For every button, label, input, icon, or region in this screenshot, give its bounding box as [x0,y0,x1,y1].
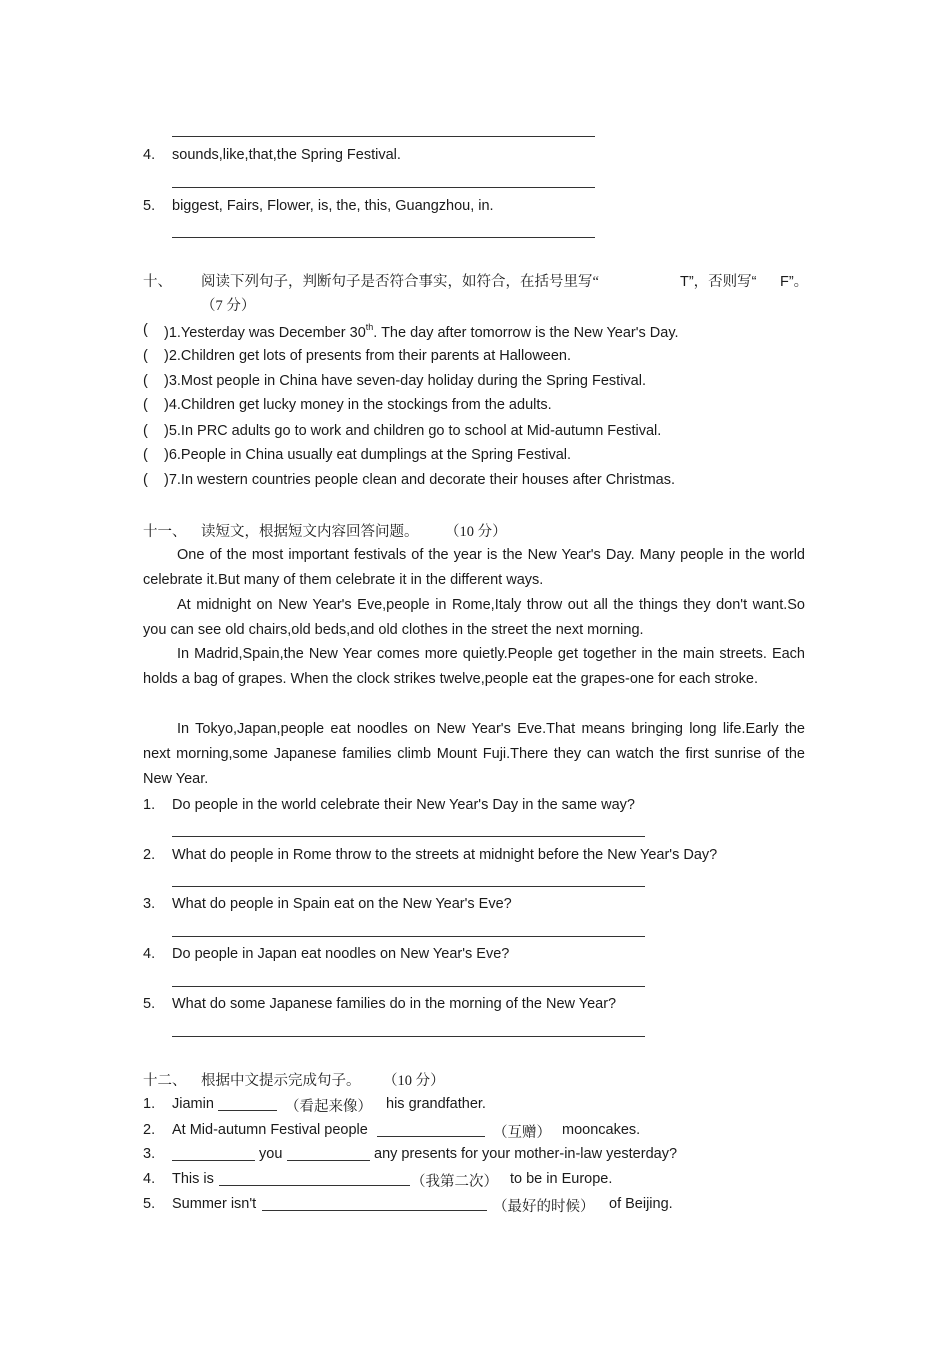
statement-text-part: . The day after tomorrow is the New Year's Day. [373,325,679,341]
answer-line[interactable] [172,237,595,238]
answer-blank[interactable] [377,1136,485,1137]
answer-blank[interactable] [172,1160,255,1161]
question-number: 4. [143,1171,156,1187]
question-number: 3. [143,896,156,912]
question-text: Jiamin [172,1096,214,1112]
question-text: What do people in Rome throw to the streets at midnight before the New Year's Day? [172,847,718,863]
answer-paren[interactable]: ( [143,373,148,389]
question-number: 5. [143,996,156,1012]
chinese-hint: （最好的时候） [493,1199,595,1215]
answer-paren[interactable]: ( [143,348,148,364]
section-instruction: 根据中文提示完成句子。 [201,1073,361,1089]
question-text: to be in Europe. [510,1171,613,1187]
answer-paren[interactable]: ( [143,322,148,338]
question-text: What do people in Spain eat on the New Year's Eve? [172,896,512,912]
question-text: you [259,1146,283,1162]
statement-text: )2.Children get lots of presents from their parents at Halloween. [164,348,572,364]
question-text: What do some Japanese families do in the morning of the New Year? [172,996,617,1012]
statement-superscript: th [365,322,374,332]
section-instruction: 读短文，根据短文内容回答问题。 [201,524,419,540]
question-text: of Beijing. [609,1196,673,1212]
chinese-hint: （互赠） [493,1125,551,1141]
list-item-text: biggest, Fairs, Flower, is, the, this, Guangzhou, in. [172,198,494,214]
passage-paragraph [143,642,805,692]
section-instruction-t: T”，否则写“ [680,274,757,290]
answer-paren[interactable]: ( [143,472,148,488]
passage-paragraph-text: In Madrid,Spain,the New Year comes more quietly.People get together in the main streets. Each holds a bag of grapes. When the clock strikes twelve,people eat the grapes-one for each stroke. [143,646,805,687]
passage-paragraph-text: In Tokyo,Japan,people eat noodles on New Year's Eve.That means bringing long life.Early the next morning,some Japanese families climb Mount Fuji.There they can watch the first sunrise of the New Year. [143,721,805,787]
answer-blank[interactable] [262,1210,487,1211]
question-number: 2. [143,847,156,863]
question-number: 5. [143,1196,156,1212]
question-number: 2. [143,1122,156,1138]
question-text: Do people in Japan eat noodles on New Year's Eve? [172,946,510,962]
statement-text: )6.People in China usually eat dumplings at the Spring Festival. [164,447,572,463]
answer-paren[interactable]: ( [143,447,148,463]
section-score: （10 分） [445,524,507,540]
question-text: his grandfather. [386,1096,486,1112]
answer-blank[interactable] [218,1110,277,1111]
list-item-text: sounds,like,that,the Spring Festival. [172,147,401,163]
question-text: Summer isn't [172,1196,257,1212]
answer-paren[interactable]: ( [143,397,148,413]
section-score: （10 分） [383,1073,445,1089]
answer-line[interactable] [172,1036,645,1037]
answer-blank[interactable] [219,1185,410,1186]
passage-paragraph-text: At midnight on New Year's Eve,people in Rome,Italy throw out all the things they don't want.So you can see old chairs,old beds,and old clothes in the street the next morning. [143,597,805,638]
list-item-number: 5. [143,198,156,214]
section-score: （7 分） [201,298,256,314]
answer-line[interactable] [172,136,595,137]
statement-text: )5.In PRC adults go to work and children go to school at Mid-autumn Festival. [164,423,662,439]
section-number: 十、 [143,274,172,290]
section-number: 十二、 [143,1073,187,1089]
chinese-hint: （我第二次） [411,1174,498,1190]
section-instruction: 阅读下列句子，判断句子是否符合事实，如符合，在括号里写“ [201,274,599,290]
answer-line[interactable] [172,836,645,837]
statement-text-part: )1.Yesterday was December 30 [164,325,366,341]
question-text: Do people in the world celebrate their New Year's Day in the same way? [172,797,635,813]
passage-paragraph-text: One of the most important festivals of the year is the New Year's Day. Many people in the world celebrate it.But many of them celebrate it in the different ways. [143,547,805,588]
chinese-hint: （看起来像） [285,1099,372,1115]
statement-text: )3.Most people in China have seven-day holiday during the Spring Festival. [164,373,646,389]
passage-paragraph [143,593,805,643]
answer-line[interactable] [172,187,595,188]
section-instruction-f: F”。 [780,274,809,290]
answer-line[interactable] [172,986,645,987]
statement-text: )7.In western countries people clean and decorate their houses after Christmas. [164,472,675,488]
answer-blank[interactable] [287,1160,370,1161]
question-number: 1. [143,797,156,813]
question-text: This is [172,1171,214,1187]
question-text: any presents for your mother-in-law yesterday? [374,1146,678,1162]
question-text: At Mid-autumn Festival people [172,1122,368,1138]
passage-paragraph [143,717,805,792]
passage-paragraph [143,543,805,593]
question-number: 1. [143,1096,156,1112]
question-number: 4. [143,946,156,962]
list-item-number: 4. [143,147,156,163]
statement-text: )4.Children get lucky money in the stockings from the adults. [164,397,552,413]
section-number: 十一、 [143,524,187,540]
answer-paren[interactable]: ( [143,423,148,439]
statement-text [164,322,679,341]
question-text: mooncakes. [562,1122,641,1138]
question-number: 3. [143,1146,156,1162]
answer-line[interactable] [172,936,645,937]
answer-line[interactable] [172,886,645,887]
